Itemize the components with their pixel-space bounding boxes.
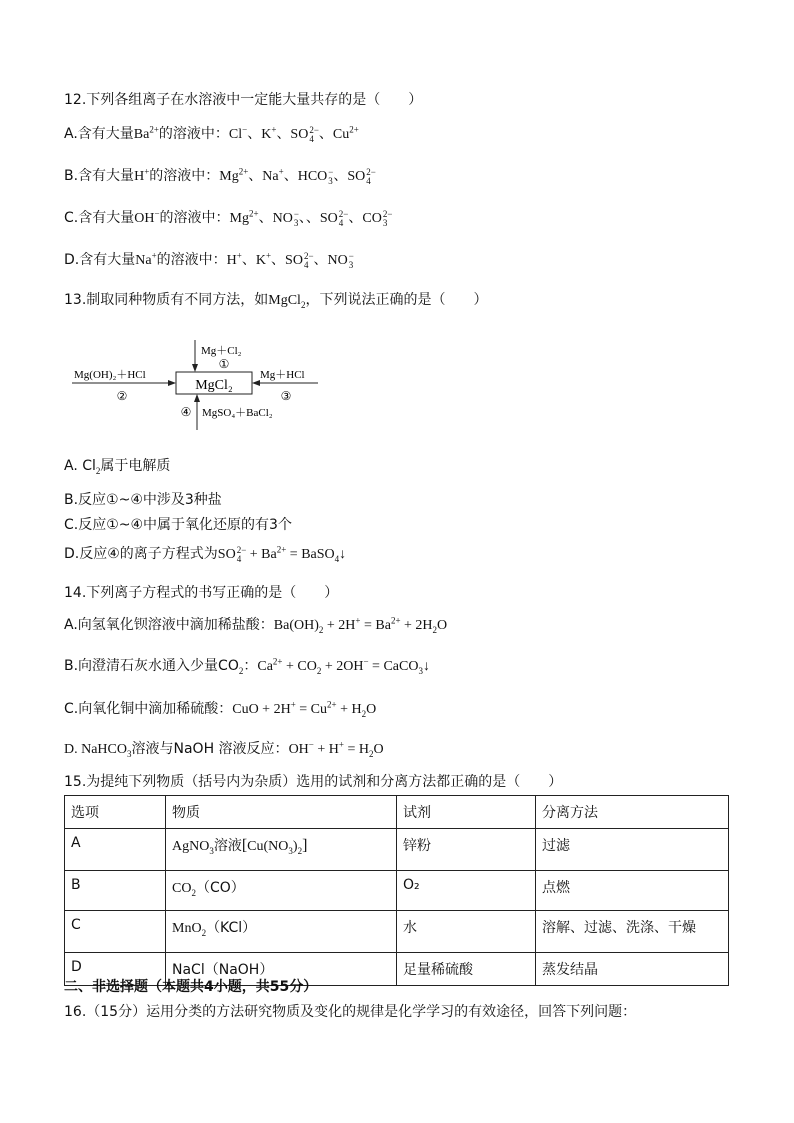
purification-table (64, 795, 729, 986)
row-b-method: 点燃 (536, 871, 729, 911)
q12-a-mid: 的溶液中： (158, 126, 229, 142)
diagram-left: Mg(OH)₂＋HCl (74, 369, 146, 381)
row-c-reagent: 水 (397, 911, 536, 953)
col-substance: 物质 (166, 796, 397, 829)
q12-d-mid: 的溶液中： (156, 252, 227, 268)
row-c-method: 溶解、过滤、洗涤、干燥 (536, 911, 729, 953)
left-arrowhead (168, 380, 176, 386)
section-heading: 二、非选择题（本题共4小题，共55分） (64, 979, 318, 995)
row-d-option: D (65, 953, 166, 986)
col-reagent: 试剂 (397, 796, 536, 829)
q12-option-d: D.含有大量Na+的溶液中：H+、K+、SO 2− 4 、NO − 3 (64, 250, 354, 270)
q12-b-mid: 的溶液中： (149, 168, 220, 184)
row-d-reagent: 足量稀硫酸 (397, 953, 536, 986)
q14-option-d: D. NaHCO$_3$溶液与NaOH 溶液反应：$OH^- + H^+ = H_2O$ (64, 739, 384, 759)
row-b-option: B (65, 871, 166, 911)
q12-option-a: A.含有大量$Ba^{2+}$的溶液中：Cl−、K+、SO 2− 4 、$Cu^{2+}$ (64, 124, 359, 144)
q14-c-prefix: C.向氧化铜中滴加稀硫酸： (64, 701, 233, 717)
q12-option-c: C.含有大量OH−的溶液中：$Mg^{2+}$、NO − 3 、、SO 2− 4 、CO 2− 3 (64, 208, 393, 228)
row-a-solution-text: 溶液 (213, 838, 242, 854)
q13-d-prefix: D.反应④的离子方程式为 (64, 546, 218, 562)
q14-option-a: A.向氢氧化钡溶液中滴加稀盐酸：$Ba(OH)_2 + 2H^+ = Ba^{2+} + 2H_2O$ (64, 615, 448, 635)
q12-a-prefix: A.含有大量 (64, 126, 134, 142)
diagram-center: MgCl₂ (195, 378, 233, 393)
q14-a-prefix: A.向氢氧化钡溶液中滴加稀盐酸： (64, 617, 274, 633)
q13-option-c: C.反应①~④中属于氧化还原的有3个 (64, 517, 292, 533)
diagram-top: Mg＋Cl₂ (201, 345, 242, 357)
col-option: 选项 (65, 796, 166, 829)
q12-d-prefix: D.含有大量 (64, 252, 136, 268)
q13-stem: 13.制取同种物质有不同方法，如MgCl$_2$，下列说法正确的是（ ） (64, 292, 488, 310)
row-a-substance: AgNO$_3$溶液$[Cu(NO_3)_2]$ (166, 829, 397, 871)
row-c-option: C (65, 911, 166, 953)
table-row (65, 871, 729, 911)
diagram-bottom-num: ④ (180, 405, 192, 419)
row-b-substance: $CO_2(CO)$ (166, 871, 397, 911)
q12-stem: 12.下列各组离子在水溶液中一定能大量共存的是（ ） (64, 92, 423, 108)
reaction-diagram (66, 338, 326, 434)
q12-b-prefix: B.含有大量 (64, 168, 135, 184)
q12-c-prefix: C.含有大量 (64, 210, 135, 226)
q13-option-d: D.反应④的离子方程式为SO 2− 4 + $Ba^{2+}$ = BaSO$_4$↓ (64, 544, 347, 564)
q14-stem: 14.下列离子方程式的书写正确的是（ ） (64, 585, 339, 601)
q12-c-mid: 的溶液中： (159, 210, 230, 226)
q13-stem-prefix: 13.制取同种物质有不同方法，如 (64, 292, 269, 308)
q14-b-prefix: B.向澄清石灰水通入少量CO (64, 658, 239, 674)
q15-stem: 15.为提纯下列物质（括号内为杂质）选用的试剂和分离方法都正确的是（ ） (64, 774, 563, 790)
diagram-right-num: ③ (280, 389, 292, 403)
diagram-bottom: MgSO₄＋BaCl₂ (202, 407, 273, 419)
row-b-reagent: O₂ (397, 871, 536, 911)
row-c-impurity: （KCl） (206, 920, 257, 936)
top-arrowhead (192, 364, 198, 372)
table-row (65, 911, 729, 953)
q13-option-b: B.反应①~④中涉及3种盐 (64, 492, 222, 508)
row-d-substance: NaCl（NaOH） (166, 953, 397, 986)
row-c-substance: MnO$_2$（KCl） (166, 911, 397, 953)
q13-a-prefix: A. Cl (64, 458, 96, 474)
row-a-option: A (65, 829, 166, 871)
row-b-impurity: （CO） (195, 880, 245, 896)
q14-b-colon: ： (243, 658, 258, 674)
diagram-right: Mg＋HCl (260, 369, 305, 381)
q14-option-b: B.向澄清石灰水通入少量$CO_2$：$Ca^{2+} + CO_2 + 2OH^-$ = CaCO$_3$↓ (64, 656, 430, 676)
q14-d-mid: 溶液与NaOH 溶液反应： (131, 741, 289, 757)
q16-stem: 16.（15分）运用分类的方法研究物质及变化的规律是化学学习的有效途径，回答下列问题： (64, 1004, 637, 1020)
bottom-arrowhead (194, 394, 200, 402)
q13-stem-suffix: ，下列说法正确的是（ ） (305, 292, 488, 308)
row-a-method: 过滤 (536, 829, 729, 871)
q14-option-c: C.向氧化铜中滴加稀硫酸：CuO + $2H^+ = Cu^{2+} + H_2O$ (64, 699, 377, 719)
q13-option-a: A. $Cl_2$属于电解质 (64, 458, 171, 476)
row-d-method: 蒸发结晶 (536, 953, 729, 986)
row-a-reagent: 锌粉 (397, 829, 536, 871)
col-method: 分离方法 (536, 796, 729, 829)
diagram-top-num: ① (218, 357, 230, 371)
diagram-left-num: ② (116, 389, 128, 403)
table-row (65, 829, 729, 871)
q13-a-suffix: 属于电解质 (100, 458, 171, 474)
q12-option-b: B.含有大量H+的溶液中：$Mg^{2+}$、Na+、HCO − 3 、SO 2− 4 (64, 166, 376, 186)
table-header-row (65, 796, 729, 829)
right-arrowhead (252, 380, 260, 386)
